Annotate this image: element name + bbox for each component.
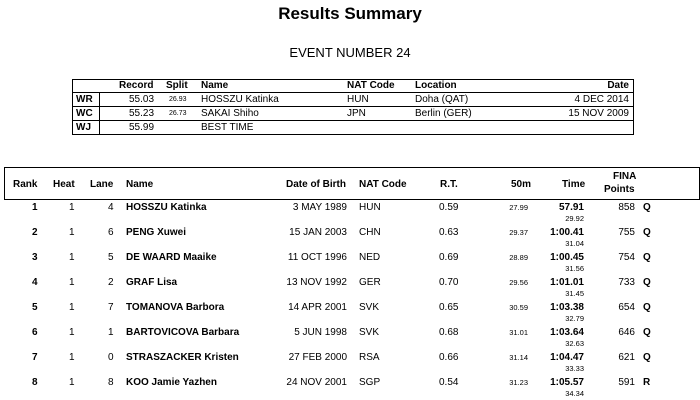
records-table [72, 79, 634, 135]
page-title: Results Summary [278, 4, 422, 23]
result-time: 1:04.47 [550, 352, 584, 363]
header-split: 50m [511, 179, 532, 190]
records-header-location: Location [415, 80, 457, 91]
result-points: 654 [618, 302, 635, 313]
result-dob: 15 JAN 2003 [289, 227, 347, 238]
event-number: EVENT NUMBER 24 [289, 45, 411, 60]
result-split: 31.14 [509, 353, 528, 362]
result-qualifier: Q [643, 277, 651, 288]
result-points: 646 [618, 327, 635, 338]
record-label: WJ [76, 122, 91, 133]
result-heat: 1 [69, 352, 75, 363]
results-header-line [4, 199, 699, 200]
record-holder: BEST TIME [201, 122, 254, 133]
result-rank: 6 [32, 327, 38, 338]
result-subsplit: 34.34 [565, 389, 584, 398]
records-row-line [73, 106, 633, 107]
result-rt: 0.54 [439, 377, 459, 388]
records-header-line [73, 92, 633, 93]
record-holder: SAKAI Shiho [201, 108, 259, 119]
records-header-name: Name [201, 80, 229, 91]
result-rt: 0.59 [439, 202, 459, 213]
result-rt: 0.68 [439, 327, 459, 338]
result-heat: 1 [69, 277, 75, 288]
result-rt: 0.63 [439, 227, 459, 238]
result-nat: SVK [359, 302, 380, 313]
header-rank: Rank [13, 179, 38, 190]
result-qualifier: Q [643, 352, 651, 363]
result-heat: 1 [69, 227, 75, 238]
record-nat: HUN [347, 94, 369, 105]
result-nat: NED [359, 252, 381, 263]
result-name: PENG Xuwei [126, 227, 187, 238]
header-nat: NAT Code [359, 179, 407, 190]
result-split: 30.59 [509, 303, 528, 312]
result-rt: 0.65 [439, 302, 459, 313]
record-nat: JPN [347, 108, 366, 119]
result-time: 1:00.45 [550, 252, 584, 263]
header-time: Time [562, 179, 586, 190]
result-rank: 4 [32, 277, 38, 288]
result-time: 1:01.01 [550, 277, 584, 288]
record-label: WC [76, 108, 93, 119]
result-lane: 4 [108, 202, 114, 213]
record-label: WR [76, 94, 93, 105]
records-separator [99, 92, 100, 134]
records-header-date: Date [607, 80, 629, 91]
result-subsplit: 32.79 [565, 314, 584, 323]
header-heat: Heat [53, 179, 75, 190]
record-value: 55.03 [129, 94, 155, 105]
header-dob: Date of Birth [286, 179, 346, 190]
result-points: 858 [618, 202, 635, 213]
result-name: HOSSZU Katinka [126, 202, 207, 213]
result-lane: 8 [108, 377, 114, 388]
result-points: 591 [618, 377, 635, 388]
result-dob: 13 NOV 1992 [286, 277, 347, 288]
result-rank: 3 [32, 252, 38, 263]
header-rt: R.T. [440, 179, 458, 190]
result-name: GRAF Lisa [126, 277, 178, 288]
result-nat: HUN [359, 202, 381, 213]
result-rt: 0.66 [439, 352, 459, 363]
result-split: 31.01 [509, 328, 528, 337]
header-lane: Lane [90, 179, 114, 190]
result-qualifier: Q [643, 227, 651, 238]
result-split: 31.23 [509, 378, 528, 387]
result-heat: 1 [69, 252, 75, 263]
result-split: 29.56 [509, 278, 528, 287]
result-rt: 0.70 [439, 277, 459, 288]
result-lane: 5 [108, 252, 114, 263]
result-qualifier: Q [643, 327, 651, 338]
result-rt: 0.69 [439, 252, 459, 263]
result-nat: SVK [359, 327, 380, 338]
records-header-nat: NAT Code [347, 80, 395, 91]
record-location: Doha (QAT) [415, 94, 469, 105]
result-rank: 2 [32, 227, 38, 238]
result-dob: 14 APR 2001 [288, 302, 347, 313]
result-nat: SGP [359, 377, 381, 388]
result-name: STRASZACKER Kristen [126, 352, 239, 363]
result-subsplit: 32.63 [565, 339, 584, 348]
result-name: KOO Jamie Yazhen [126, 377, 217, 388]
result-points: 621 [618, 352, 635, 363]
result-nat: CHN [359, 227, 381, 238]
record-split: 26.93 [169, 96, 187, 103]
record-split: 26.73 [169, 110, 187, 117]
result-dob: 24 NOV 2001 [286, 377, 347, 388]
result-dob: 3 MAY 1989 [292, 202, 347, 213]
result-rank: 8 [32, 377, 38, 388]
result-split: 27.99 [509, 203, 528, 212]
record-location: Berlin (GER) [415, 108, 472, 119]
record-value: 55.23 [129, 108, 155, 119]
result-qualifier: R [643, 377, 651, 388]
records-row-line [73, 120, 633, 121]
record-value: 55.99 [129, 122, 155, 133]
record-date: 4 DEC 2014 [574, 94, 629, 105]
result-split: 29.37 [509, 228, 528, 237]
result-subsplit: 33.33 [565, 364, 584, 373]
result-name: TOMANOVA Barbora [126, 302, 225, 313]
result-rank: 7 [32, 352, 38, 363]
header-fina: FINA [613, 171, 637, 182]
result-points: 754 [618, 252, 635, 263]
record-holder: HOSSZU Katinka [201, 94, 279, 105]
result-qualifier: Q [643, 202, 651, 213]
header-points: Points [604, 184, 635, 195]
result-points: 755 [618, 227, 635, 238]
result-rank: 1 [32, 202, 38, 213]
result-time: 1:03.38 [550, 302, 584, 313]
result-time: 57.91 [558, 202, 584, 213]
result-subsplit: 31.04 [565, 239, 584, 248]
result-subsplit: 29.92 [565, 214, 584, 223]
result-heat: 1 [69, 377, 75, 388]
result-dob: 5 JUN 1998 [294, 327, 347, 338]
result-time: 1:00.41 [550, 227, 584, 238]
result-rank: 5 [32, 302, 38, 313]
result-nat: RSA [359, 352, 380, 363]
result-dob: 11 OCT 1996 [287, 252, 347, 263]
result-lane: 7 [108, 302, 114, 313]
result-lane: 1 [108, 327, 114, 338]
result-name: BARTOVICOVA Barbara [126, 327, 240, 338]
result-heat: 1 [69, 327, 75, 338]
result-points: 733 [618, 277, 635, 288]
result-time: 1:03.64 [550, 327, 584, 338]
result-qualifier: Q [643, 302, 651, 313]
record-date: 15 NOV 2009 [568, 108, 629, 119]
records-header-split: Split [166, 80, 188, 91]
result-heat: 1 [69, 302, 75, 313]
result-heat: 1 [69, 202, 75, 213]
records-header-record: Record [119, 80, 154, 91]
result-lane: 6 [108, 227, 114, 238]
result-nat: GER [359, 277, 381, 288]
result-lane: 0 [108, 352, 114, 363]
result-name: DE WAARD Maaike [126, 252, 217, 263]
header-name: Name [126, 179, 154, 190]
result-time: 1:05.57 [550, 377, 584, 388]
result-qualifier: Q [643, 252, 651, 263]
result-subsplit: 31.56 [565, 264, 584, 273]
result-subsplit: 31.45 [565, 289, 584, 298]
result-split: 28.89 [509, 253, 528, 262]
result-lane: 2 [108, 277, 114, 288]
result-dob: 27 FEB 2000 [288, 352, 347, 363]
